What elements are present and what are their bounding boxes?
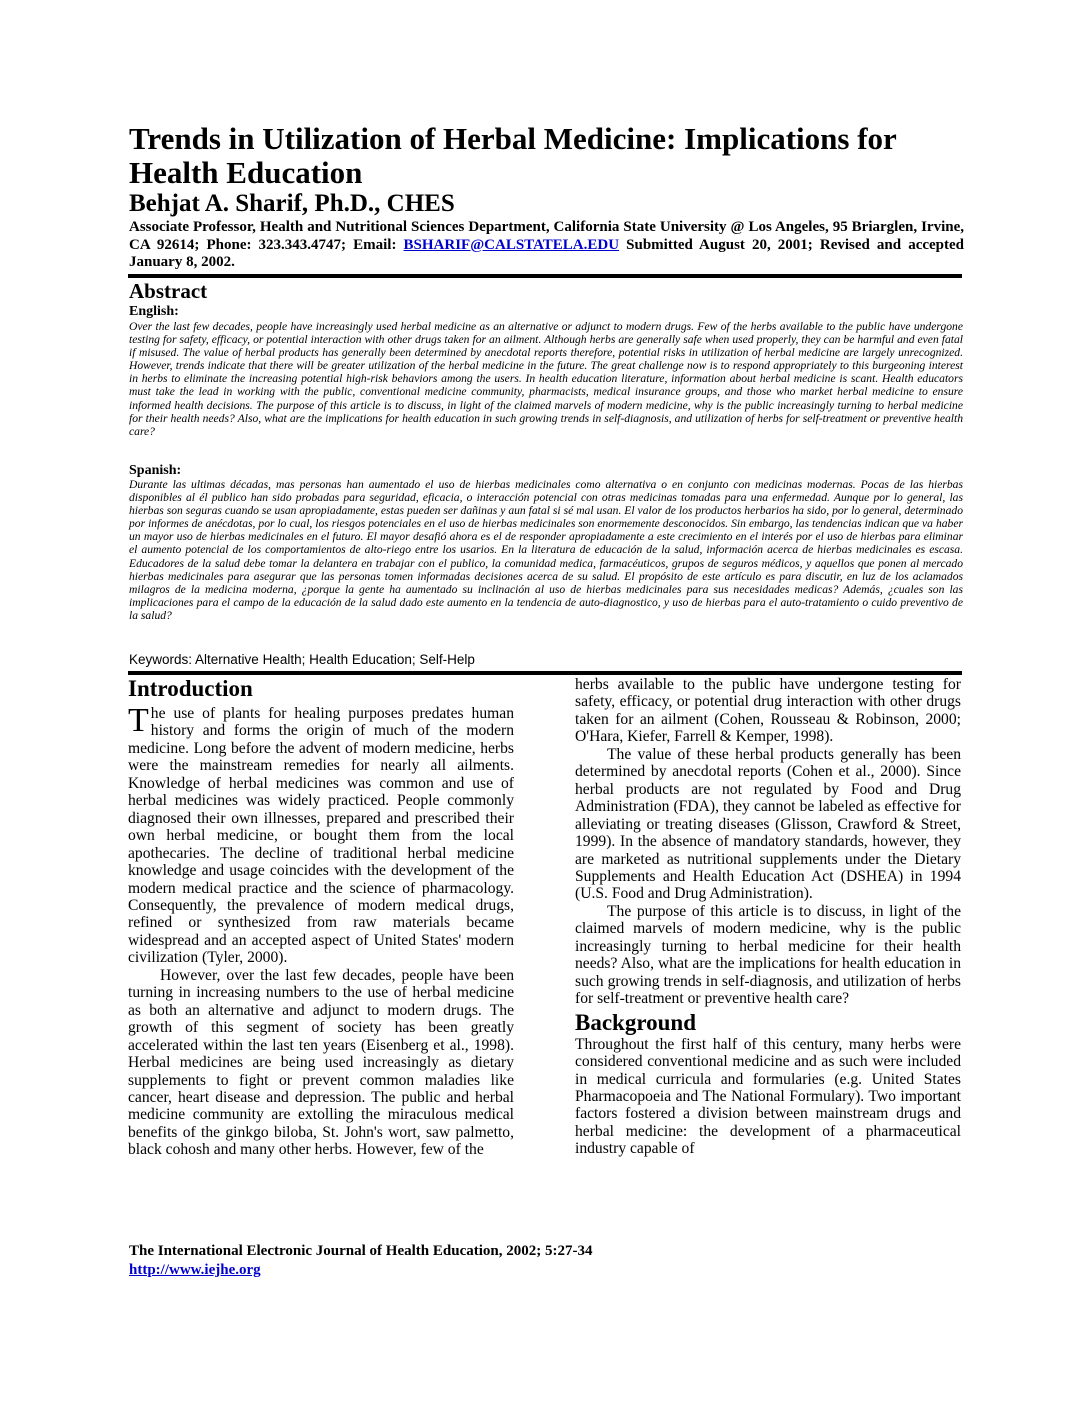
- spanish-abstract-heading: Spanish:: [129, 463, 182, 478]
- spanish-abstract-text: Durante las ultimas décadas, mas personas han aumentado el uso de hierbas medicinales como alternativa o en conjunto con medicinas modernas. Pocas de las hierbas disponibles al él publico han sido probadas para seguridad, eficacia, o interacción potencial con otras medicinas tomadas para una enfermedad. Aunque por lo general, las hierbas son seguras cuando se usan apropiadamente, estas pueden ser dañinas y aun fatal si sé mal usan. El valor de los productos herbarios ha sido, por lo general, determinado por informes de anécdotas, por lo cual, los riesgos potenciales en el uso de hierbas medicinales son enormemente desconocidos. Sin embargo, las tendencias indican que va haber un mayor uso de hierbas medicinales en el futuro. El mayor desafió ahora es el de responder apropiadamente a este crecimiento en el interés por el uso de hierbas para eliminar el aumento potencial de los comportamientos de alto-riego entre los usarios. En la literatura de educación de la salud, información acerca de hierbas medicinales es escasa. Educadores de la salud debe tomar la delantera en trabajar con el publico, la comunidad medica, farmacéuticos, grupos de seguros médicos, y aquellos que ponen al mercado hierbas medicinales para asegurar que las personas tomen informadas decisiones acerca de su salud. El propósito de este artículo es para discutir, en luz de los aclamados milagros de la medicina moderna, ¿porque la gente ha aumentado su inclinación al uso de hierbas medicinales para sus necesidades medicas? Además, ¿cuales son las implicaciones para el campo de la educación de la salud dado este aumento en la tendencia de auto-diagnostico, y uso de hierbas para el auto-tratamiento o cuido preventivo de la salud?: [129, 478, 963, 622]
- author-affiliation: [129, 219, 964, 272]
- journal-website-link[interactable]: http://www.iejhe.org: [129, 1262, 261, 1278]
- intro-paragraph-4: The purpose of this article is to discuss, in light of the claimed marvels of modern medicine, why is the public increasingly turning to herbal medicine for their health needs? Also, what are the implications for health education in such growing trends in self-diagnosis, and utilization of herbs for self-treatment or preventive health care?: [575, 902, 961, 1008]
- abstract-divider: [128, 671, 962, 675]
- article-title: Trends in Utilization of Herbal Medicine: Implications for Health Education: [129, 121, 897, 190]
- english-abstract-text: Over the last few decades, people have increasingly used herbal medicine as an alternative or adjunct to modern drugs. Few of the herbs available to the public have undergone testing for safety, efficacy, or potential interaction with other drugs taken for an ailment. Although herbs are generally safe when used properly, they can be harmful and even fatal if misused. The value of herbal products has generally been determined by anecdotal reports therefore, potential risks in utilization of herbal medicine are largely unrecognized. However, trends indicate that there will be greater utilization of the herbal medicine in the future. The great challenge now is to respond appropriately to this burgeoning interest in herbs to eliminate the increasing potential high-risk behaviors among the users. In health education literature, information about herbal medicine is scant. Health educators must take the lead in working with the public, conventional medicine community, pharmacists, medical insurance groups, and those who market herbal medicine to ensure informed health decisions. The purpose of this article is to discuss, in light of the claimed marvels of modern medicine, why is the public increasingly turning to herbal medicine for their health needs? Also, what are the implications for health education in such growing trends in self-diagnosis, and utilization of herbs for self-treatment or preventive health care?: [129, 320, 963, 438]
- intro-paragraph-2-continued: herbs available to the public have undergone testing for safety, efficacy, or potential drug interaction with other drugs taken for an ailment (Cohen, Rousseau & Robinson, 2000; O'Hara, Kiefer, Farrell & Kemper, 1998).: [575, 676, 961, 746]
- intro-paragraph-1: [128, 702, 514, 967]
- drop-cap: T: [128, 702, 149, 739]
- background-heading: Background: [575, 1009, 697, 1035]
- introduction-heading: Introduction: [128, 676, 253, 701]
- header-divider: [128, 274, 962, 278]
- right-column: [575, 676, 961, 1158]
- english-abstract-heading: English:: [129, 304, 179, 319]
- journal-citation: The International Electronic Journal of Health Education, 2002; 5:27-34: [129, 1243, 593, 1259]
- intro-paragraph-2: However, over the last few decades, people have been turning in increasing numbers to the use of herbal medicine as both an alternative and adjunct to modern drugs. The growth of this segment of society has been greatly accelerated within the last ten years (Eisenberg et al., 1998). Herbal medicines are being used increasingly as dietary supplements to fight or prevent common maladies like cancer, heart disease and depression. The public and herbal medicine community are extolling the miraculous medical benefits of the ginkgo biloba, St. John's wort, saw palmetto, black cohosh and many other herbs. However, few of the: [128, 966, 514, 1159]
- intro-paragraph-3: The value of these herbal products generally has been determined by anecdotal reports (Cohen et al., 2000). Since herbal products are not regulated by Food and Drug Administration (FDA), they cannot be labeled as effective for alleviating or treating diseases (Glisson, Crawford & Street, 1999). In the absence of mandatory standards, however, they are marketed as nutritional supplements under the Dietary Supplements and Health Education Act (DSHEA) in 1994 (U.S. Food and Drug Administration).: [575, 745, 961, 903]
- left-column: [128, 676, 514, 1159]
- background-paragraph-1: Throughout the first half of this century, many herbs were considered conventional medicine and as such were included in medical curricula and formularies (e.g. United States Pharmacopoeia and The National Formulary). Two important factors fostered a division between mainstream drugs and herbal medicine: the development of a pharmaceutical industry capable of: [575, 1035, 961, 1158]
- affiliation-text: Associate Professor, Health and Nutritional Sciences Department, California State University @ Los Angeles, 95 Briarglen, Irvine, CA 92614; Phone: 323.343.4747; Email:: [129, 219, 964, 253]
- submission-dates: Submitted August 20, 2001; Revised and accepted January 8, 2002.: [129, 236, 965, 270]
- author-email-link[interactable]: BSHARIF@CALSTATELA.EDU: [403, 236, 620, 253]
- author-name: Behjat A. Sharif, Ph.D., CHES: [129, 190, 455, 217]
- intro-paragraph-1-text: he use of plants for healing purposes predates human history and forms the origin of much of the modern medicine. Long before the advent of modern medicine, herbs were the mainstream remedies for nearly all ailments. Knowledge of herbal medicines was common and use of herbal medicines was widely practiced. People commonly diagnosed their own illnesses, prepared and prescribed their own herbal medicine, or bought them from the local apothecaries. The decline of traditional herbal medicine knowledge and usage coincides with the development of the modern medical practice and the science of pharmacology. Consequently, the prevalence of modern medical drugs, refined or synthesized from raw materials became widespread and an accepted aspect of United States' modern civilization (Tyler, 2000).: [128, 705, 514, 967]
- abstract-heading: Abstract: [129, 279, 208, 303]
- keywords: Keywords: Alternative Health; Health Education; Self-Help: [129, 652, 475, 667]
